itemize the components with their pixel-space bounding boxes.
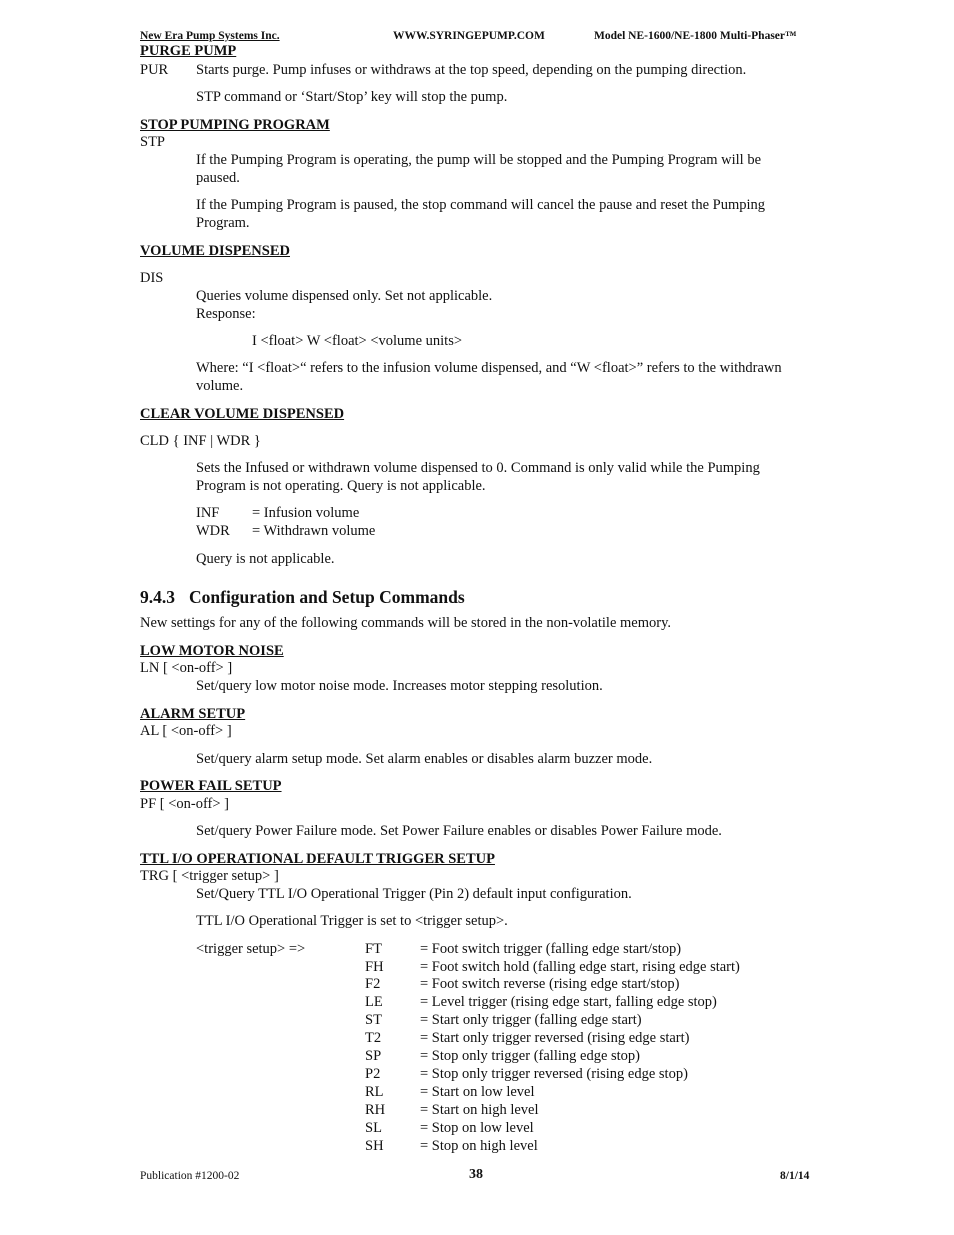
trigger-option-desc: = Stop only trigger reversed (rising edge stop) [420, 1066, 688, 1082]
trigger-heading: TTL I/O OPERATIONAL DEFAULT TRIGGER SETUP [140, 851, 495, 867]
header-company: New Era Pump Systems Inc. [140, 30, 280, 42]
power-fail-desc: Set/query Power Failure mode. Set Power Failure enables or disables Power Failure mode. [196, 823, 722, 839]
trigger-desc: Set/Query TTL I/O Operational Trigger (Pin 2) default input configuration. [196, 886, 632, 902]
section-title [140, 587, 465, 608]
trigger-option-code: SH [365, 1138, 384, 1154]
low-noise-cmd: LN [ <on-off> ] [140, 660, 233, 676]
clear-option-desc: = Withdrawn volume [252, 523, 376, 539]
trigger-option-code: RL [365, 1084, 384, 1100]
clear-desc-l2: Program is not operating. Query is not applicable. [196, 478, 486, 494]
trigger-note: TTL I/O Operational Trigger is set to <trigger setup>. [196, 913, 508, 929]
trigger-option-desc: = Stop only trigger (falling edge stop) [420, 1048, 640, 1064]
trigger-option-code: P2 [365, 1066, 381, 1082]
purge-desc: Starts purge. Pump infuses or withdraws at the top speed, depending on the pumping direction. [196, 62, 747, 78]
stop-p2-l2: Program. [196, 215, 250, 231]
trigger-label: <trigger setup> => [196, 941, 306, 957]
clear-option-code: WDR [196, 523, 230, 539]
trigger-cmd: TRG [ <trigger setup> ] [140, 868, 279, 884]
trigger-option-desc: = Start on low level [420, 1084, 535, 1100]
clear-cmd: CLD { INF | WDR } [140, 433, 261, 449]
volume-heading: VOLUME DISPENSED [140, 243, 290, 259]
section-title-text: Configuration and Setup Commands [189, 587, 465, 607]
trigger-option-desc: = Start only trigger (falling edge start) [420, 1012, 642, 1028]
purge-note: STP command or ‘Start/Stop’ key will stop the pump. [196, 89, 508, 105]
volume-desc: Queries volume dispensed only. Set not applicable. [196, 288, 493, 304]
clear-note: Query is not applicable. [196, 551, 335, 567]
section-intro: New settings for any of the following commands will be stored in the non-volatile memory. [140, 615, 672, 631]
footer-date: 8/1/14 [780, 1170, 810, 1182]
purge-heading: PURGE PUMP [140, 43, 237, 59]
trigger-option-code: FT [365, 941, 382, 957]
header-website: WWW.SYRINGEPUMP.COM [393, 30, 545, 42]
alarm-heading: ALARM SETUP [140, 706, 246, 722]
power-fail-cmd: PF [ <on-off> ] [140, 796, 229, 812]
stop-p1-l1: If the Pumping Program is operating, the pump will be stopped and the Pumping Program will be [196, 152, 762, 168]
trigger-option-desc: = Start only trigger reversed (rising edge start) [420, 1030, 690, 1046]
clear-heading: CLEAR VOLUME DISPENSED [140, 406, 345, 422]
purge-cmd: PUR [140, 62, 169, 78]
volume-cmd: DIS [140, 270, 164, 286]
trigger-option-code: ST [365, 1012, 382, 1028]
clear-option-desc: = Infusion volume [252, 505, 360, 521]
trigger-option-code: T2 [365, 1030, 382, 1046]
trigger-option-desc: = Stop on low level [420, 1120, 534, 1136]
low-noise-heading: LOW MOTOR NOISE [140, 643, 284, 659]
clear-option-code: INF [196, 505, 220, 521]
trigger-option-desc: = Level trigger (rising edge start, falling edge stop) [420, 994, 717, 1010]
page-number: 38 [469, 1167, 483, 1182]
volume-where-l2: volume. [196, 378, 244, 394]
trigger-option-code: SP [365, 1048, 382, 1064]
low-noise-desc: Set/query low motor noise mode. Increases motor stepping resolution. [196, 678, 603, 694]
volume-response-format: I <float> W <float> <volume units> [252, 333, 463, 349]
clear-desc-l1: Sets the Infused or withdrawn volume dispensed to 0. Command is only valid while the Pumping [196, 460, 760, 476]
volume-where-l1: Where: “I <float>“ refers to the infusion volume dispensed, and “W <float>” refers to the withdrawn [196, 360, 782, 376]
trigger-option-code: F2 [365, 976, 381, 992]
header-model: Model NE-1600/NE-1800 Multi-Phaser™ [594, 30, 797, 42]
stop-p1-l2: paused. [196, 170, 240, 186]
trigger-option-code: LE [365, 994, 383, 1010]
section-number: 9.4.3 [140, 587, 175, 607]
trigger-option-desc: = Stop on high level [420, 1138, 538, 1154]
trigger-option-code: SL [365, 1120, 382, 1136]
trigger-option-desc: = Foot switch trigger (falling edge start/stop) [420, 941, 682, 957]
footer-publication: Publication #1200-02 [140, 1170, 240, 1182]
stop-p2-l1: If the Pumping Program is paused, the stop command will cancel the pause and reset the Pumping [196, 197, 766, 213]
trigger-option-desc: = Foot switch reverse (rising edge start/stop) [420, 976, 680, 992]
alarm-cmd: AL [ <on-off> ] [140, 723, 232, 739]
alarm-desc: Set/query alarm setup mode. Set alarm enables or disables alarm buzzer mode. [196, 751, 653, 767]
power-fail-heading: POWER FAIL SETUP [140, 778, 282, 794]
volume-response-label: Response: [196, 306, 256, 322]
trigger-option-desc: = Start on high level [420, 1102, 539, 1118]
trigger-option-code: RH [365, 1102, 386, 1118]
stop-heading: STOP PUMPING PROGRAM [140, 117, 330, 133]
trigger-option-desc: = Foot switch hold (falling edge start, rising edge start) [420, 959, 740, 975]
trigger-option-code: FH [365, 959, 384, 975]
stop-cmd: STP [140, 134, 165, 150]
